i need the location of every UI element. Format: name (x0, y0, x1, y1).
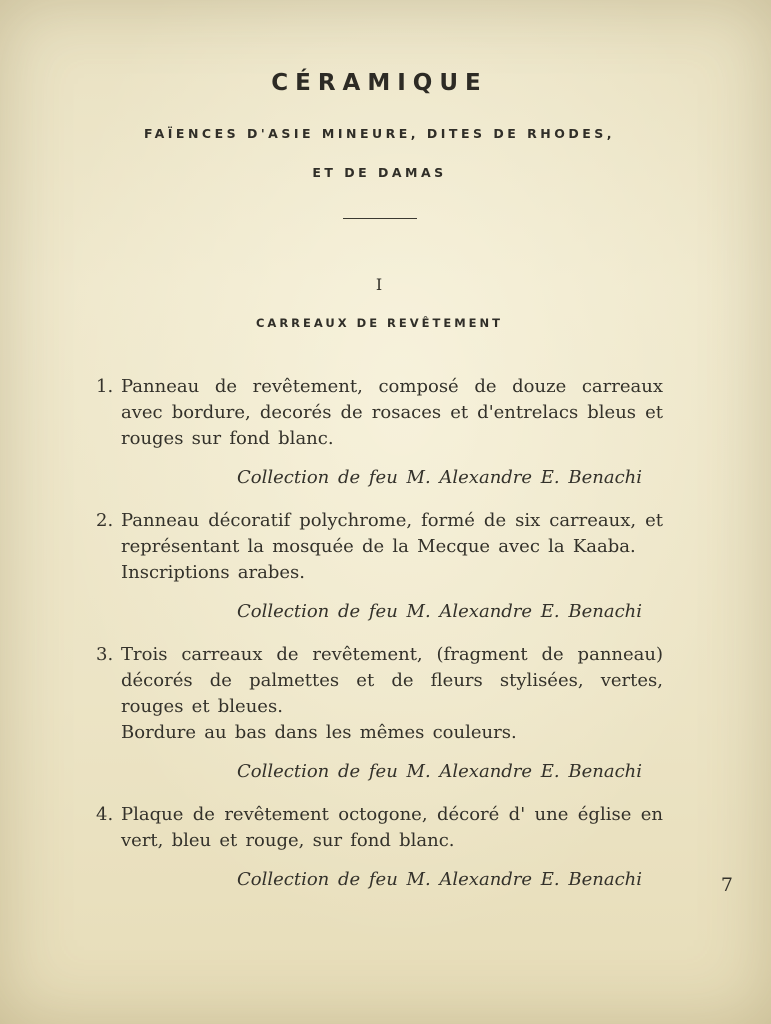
subtitle-line-1: FAÏENCES D'ASIE MINEURE, DITES DE RHODES, (143, 126, 615, 141)
item-text: Panneau de revêtement, composé de douze carreaux avec bordure, decorés de rosaces et d'entrelacs bleus et rouges sur fond blanc. (121, 376, 663, 449)
catalog-item (96, 508, 663, 624)
section-numeral: I (375, 275, 384, 294)
items-list (96, 374, 663, 892)
catalog-item (96, 374, 663, 490)
item-text: Plaque de revêtement octogone, décoré d' une église en vert, bleu et rouge, sur fond blanc. (121, 804, 663, 851)
item-attribution: Collection de feu M. Alexandre E. Benachi (237, 761, 642, 782)
item-text: Panneau décoratif polychrome, formé de six carreaux, et représentant la mosquée de la Mecque avec la Kaaba. (121, 510, 663, 557)
item-number: 2. (96, 510, 114, 531)
section-divider (343, 218, 417, 219)
subtitle-line-2: ET DE DAMAS (312, 165, 447, 180)
item-text: Trois carreaux de revêtement, (fragment de panneau) décorés de palmettes et de fleurs stylisées, vertes, rouges et bleues. (121, 644, 663, 717)
item-paragraphs (121, 508, 663, 586)
catalog-item (96, 802, 663, 892)
item-attribution: Collection de feu M. Alexandre E. Benachi (237, 869, 642, 890)
item-text: Inscriptions arabes. (121, 562, 305, 583)
page-title: CÉRAMIQUE (271, 70, 488, 96)
item-paragraphs (121, 374, 663, 452)
item-attribution: Collection de feu M. Alexandre E. Benachi (237, 601, 642, 622)
section-title: CARREAUX DE REVÊTEMENT (255, 316, 503, 330)
item-attribution: Collection de feu M. Alexandre E. Benachi (237, 467, 642, 488)
page-number: 7 (720, 874, 733, 896)
item-number: 4. (96, 804, 114, 825)
item-number: 3. (96, 644, 114, 665)
item-paragraphs (121, 642, 663, 746)
item-number: 1. (96, 376, 114, 397)
item-paragraphs (121, 802, 663, 854)
item-text: Bordure au bas dans les mêmes couleurs. (121, 722, 517, 743)
catalog-item (96, 642, 663, 784)
